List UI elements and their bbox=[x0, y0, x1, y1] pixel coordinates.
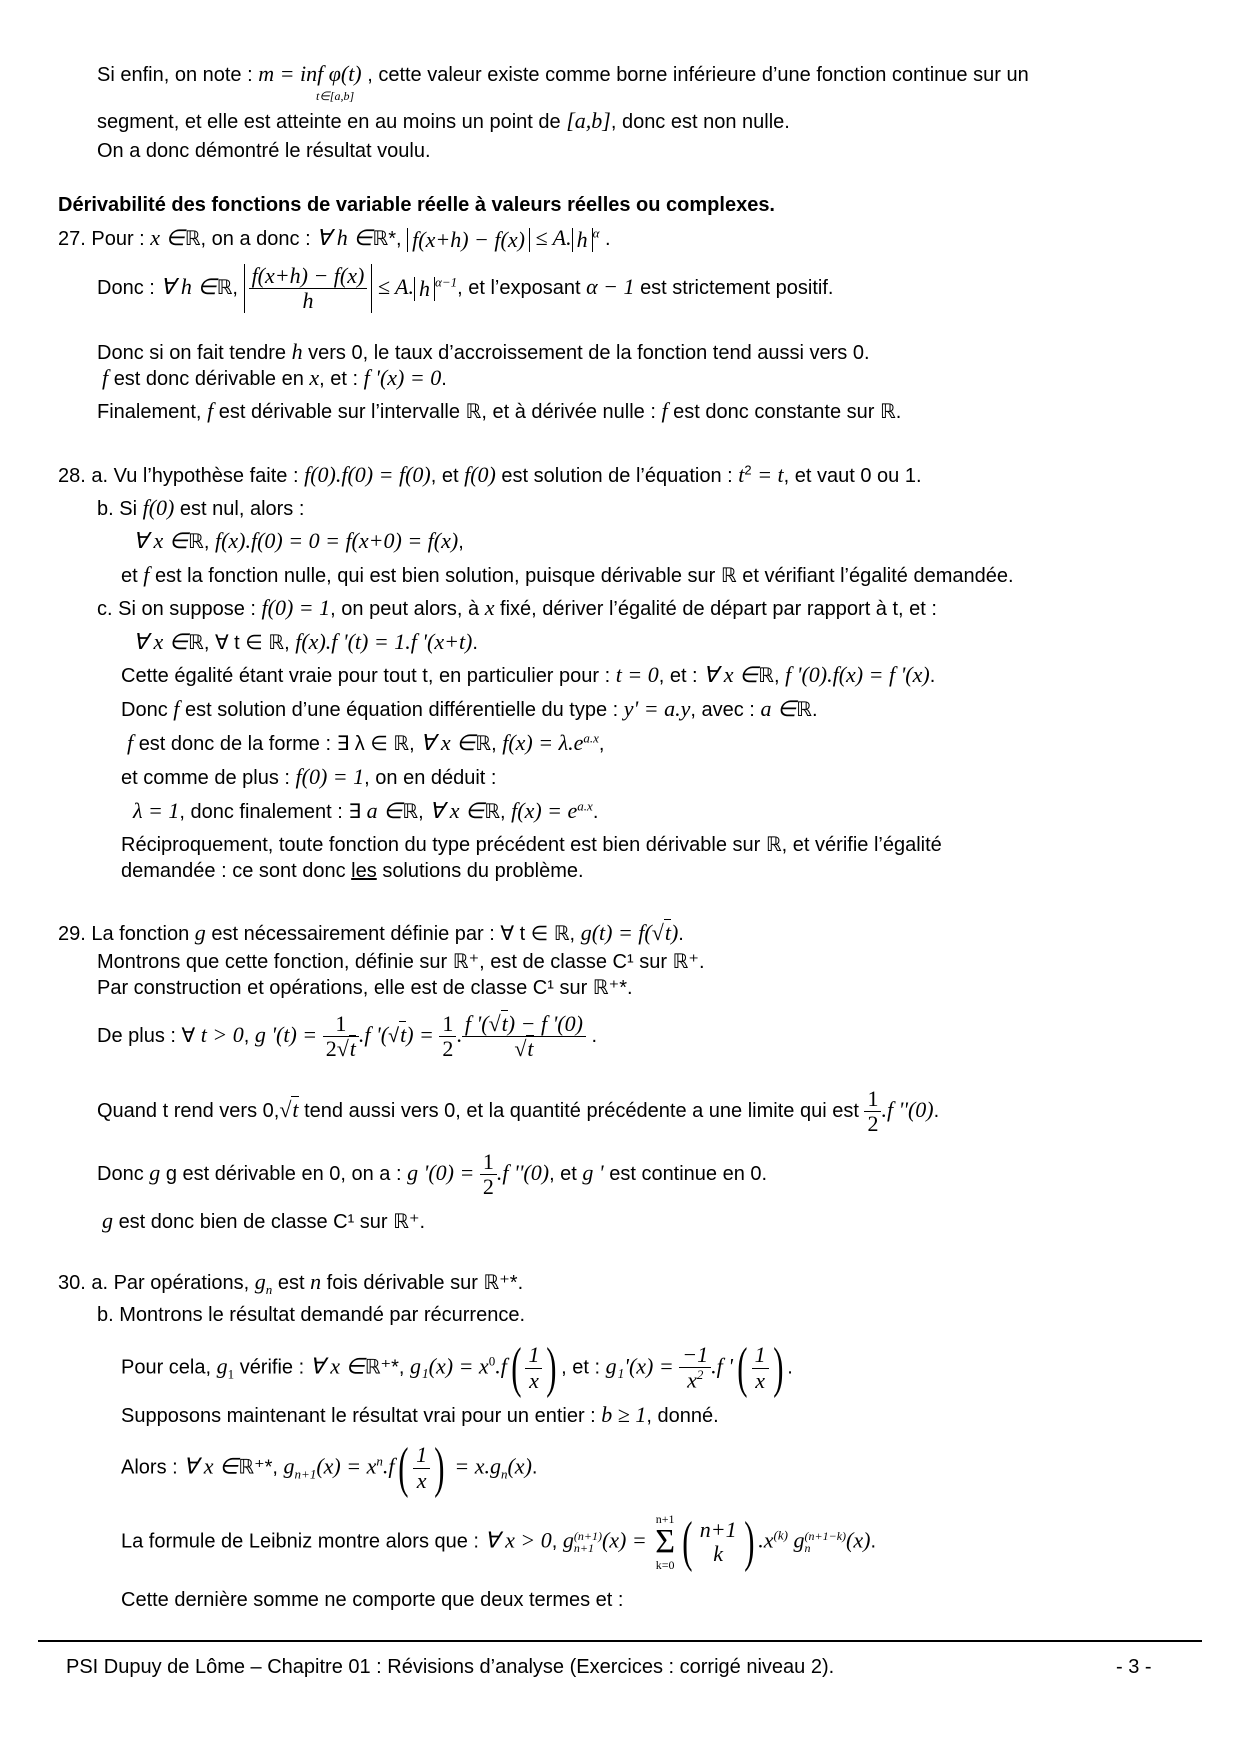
ex27-line-1: 27. Pour : x ∈ℝ, on a donc : ∀ h ∈ℝ*, f(x+h) − f(x) ≤ A. h $^\alpha$ . bbox=[58, 225, 611, 252]
footer-rule bbox=[38, 1640, 1202, 1642]
sum-symbol: n+1 Σ k=0 bbox=[655, 1512, 676, 1572]
ex30-p2: Supposons maintenant le résultat vrai pour un entier : b ≥ 1, donné. bbox=[121, 1402, 719, 1427]
ex28-c-3: Cette égalité étant vraie pour tout t, en particulier pour : t = 0, et : ∀ x ∈ℝ, f '(0).f(x) = f '(x). bbox=[121, 662, 936, 687]
ex27-line-4: f est donc dérivable en x, et : f '(x) = 0. bbox=[102, 365, 447, 390]
footer-title: PSI Dupuy de Lôme – Chapitre 01 : Révisions d’analyse (Exercices : corrigé niveau 2). bbox=[66, 1656, 835, 1678]
ex29-line-4: De plus : ∀ t > 0, g '(t) = $\frac{1}{2√t}$ .f '(√t) = $\frac{1}{2}$ . $\frac{f '(√t) - f '(0)}{√t}$ . bbox=[97, 1011, 598, 1062]
ex30-p1: Pour cela, $g_1$ vérifie : ∀ x ∈ℝ⁺*, $g_1(x) = x^0.f$( $\frac{1}{x}$ ) , et : g₁'(x) = $\frac{-1}{x^2}$ .f '( $\frac{1}{x}$ ) . bbox=[121, 1337, 793, 1399]
ex28-c-2: ∀ x ∈ℝ, ∀ t ∈ ℝ, f(x).f '(t) = 1.f '(x+t). bbox=[133, 629, 478, 654]
binomial-coefficient: n+1 k bbox=[699, 1516, 737, 1566]
ex28-b-2: ∀ x ∈ℝ, f(x).f(0) = 0 = f(x+0) = f(x), bbox=[133, 528, 464, 553]
ex29-line-5: Quand t rend vers 0,√t tend aussi vers 0, et la quantité précédente a une limite qui est $\frac{1}{2}$ .f ''(0). bbox=[97, 1086, 940, 1137]
ex29-line-3: Par construction et opérations, elle est de classe C¹ sur ℝ⁺*. bbox=[97, 977, 633, 999]
ex30-p5: Cette dernière somme ne comporte que deux termes et : bbox=[121, 1589, 624, 1611]
section-heading: Dérivabilité des fonctions de variable réelle à valeurs réelles ou complexes. bbox=[58, 194, 775, 216]
inf-formula: m = inf φ(t) bbox=[258, 61, 362, 86]
ex27-line-2: Donc : ∀ h ∈ℝ, $\frac{f(x+h) - f(x)}{h}$ ≤ A. h $^{\alpha-1}$, et l’exposant α − 1 est strictement positif. bbox=[97, 263, 834, 314]
ex28-a: 28. a. Vu l’hypothèse faite : f(0).f(0) = f(0), et f(0) est solution de l’équation : $t^2 = t$, et vaut 0 ou 1. bbox=[58, 462, 922, 487]
intro-line-1: Si enfin, on note : m = inf φ(t) , cette valeur existe comme borne inférieure d’une fonction continue sur un bbox=[97, 61, 1029, 86]
ex28-c-9: demandée : ce sont donc les solutions du problème. bbox=[121, 860, 584, 882]
ex29-line-6: Donc g g est dérivable en 0, on a : g '(0) = $\frac{1}{2}$ .f ''(0), et g ' est continue en 0. bbox=[97, 1149, 768, 1200]
ex28-c-4: Donc f est solution d’une équation différentielle du type : y' = a.y, avec : a ∈ℝ. bbox=[121, 696, 818, 721]
ex29-line-1: 29. La fonction g est nécessairement définie par : ∀ t ∈ ℝ, g(t) = f(√t). bbox=[58, 920, 684, 945]
ex28-b: b. Si f(0) est nul, alors : bbox=[97, 495, 305, 520]
ex28-c-8: Réciproquement, toute fonction du type précédent est bien dérivable sur ℝ, et vérifie l’égalité bbox=[121, 834, 942, 856]
ex29-line-7: g est donc bien de classe C¹ sur ℝ⁺. bbox=[102, 1208, 426, 1233]
ex28-c-5: f est donc de la forme : ∃ λ ∈ ℝ, ∀ x ∈ℝ, $f(x) = \lambda.e^{a.x}$, bbox=[127, 730, 605, 755]
intro-line-3: On a donc démontré le résultat voulu. bbox=[97, 140, 431, 162]
ex30-a: 30. a. Par opérations, $g_n$ est n fois dérivable sur ℝ⁺*. bbox=[58, 1269, 524, 1297]
ex30-b: b. Montrons le résultat demandé par récurrence. bbox=[97, 1304, 525, 1326]
ex27-line-3: Donc si on fait tendre h vers 0, le taux d’accroissement de la fonction tend aussi vers 0. bbox=[97, 339, 870, 364]
ex29-line-2: Montrons que cette fonction, définie sur ℝ⁺, est de classe C¹ sur ℝ⁺. bbox=[97, 951, 705, 973]
ex28-c-6: et comme de plus : f(0) = 1, on en déduit : bbox=[121, 764, 497, 789]
intro-line-2: segment, et elle est atteinte en au moins un point de [a,b], donc est non nulle. bbox=[97, 108, 790, 133]
ex28-b-3: et f est la fonction nulle, qui est bien solution, puisque dérivable sur ℝ et vérifiant l’égalité demandée. bbox=[121, 562, 1014, 587]
ex28-c-7: λ = 1, donc finalement : ∃ a ∈ℝ, ∀ x ∈ℝ, $f(x) = e^{a.x}$. bbox=[133, 798, 599, 823]
inf-subscript: t∈[a,b] bbox=[316, 89, 355, 103]
ex30-p4: La formule de Leibniz montre alors que : ∀ x > 0, g (n+1) n+1 (x) = n+1 Σ k=0 ( n+1 k ) $.x^{(k)}$ g (n+1−k) n (x). bbox=[121, 1511, 876, 1573]
difference-quotient: $\frac{f(x+h) - f(x)}{h}$ bbox=[249, 264, 368, 313]
ex30-p3: Alors : ∀ x ∈ℝ⁺*, $g_{n+1}(x) = x^n.f$( $\frac{1}{x}$ ) = $x.g_n(x)$. bbox=[121, 1437, 538, 1499]
page-number: - 3 - bbox=[1116, 1656, 1152, 1678]
ex28-c: c. Si on suppose : f(0) = 1, on peut alors, à x fixé, dériver l’égalité de départ par rapport à t, et : bbox=[97, 595, 937, 620]
ex27-line-5: Finalement, f est dérivable sur l’intervalle ℝ, et à dérivée nulle : f est donc constante sur ℝ. bbox=[97, 398, 902, 423]
